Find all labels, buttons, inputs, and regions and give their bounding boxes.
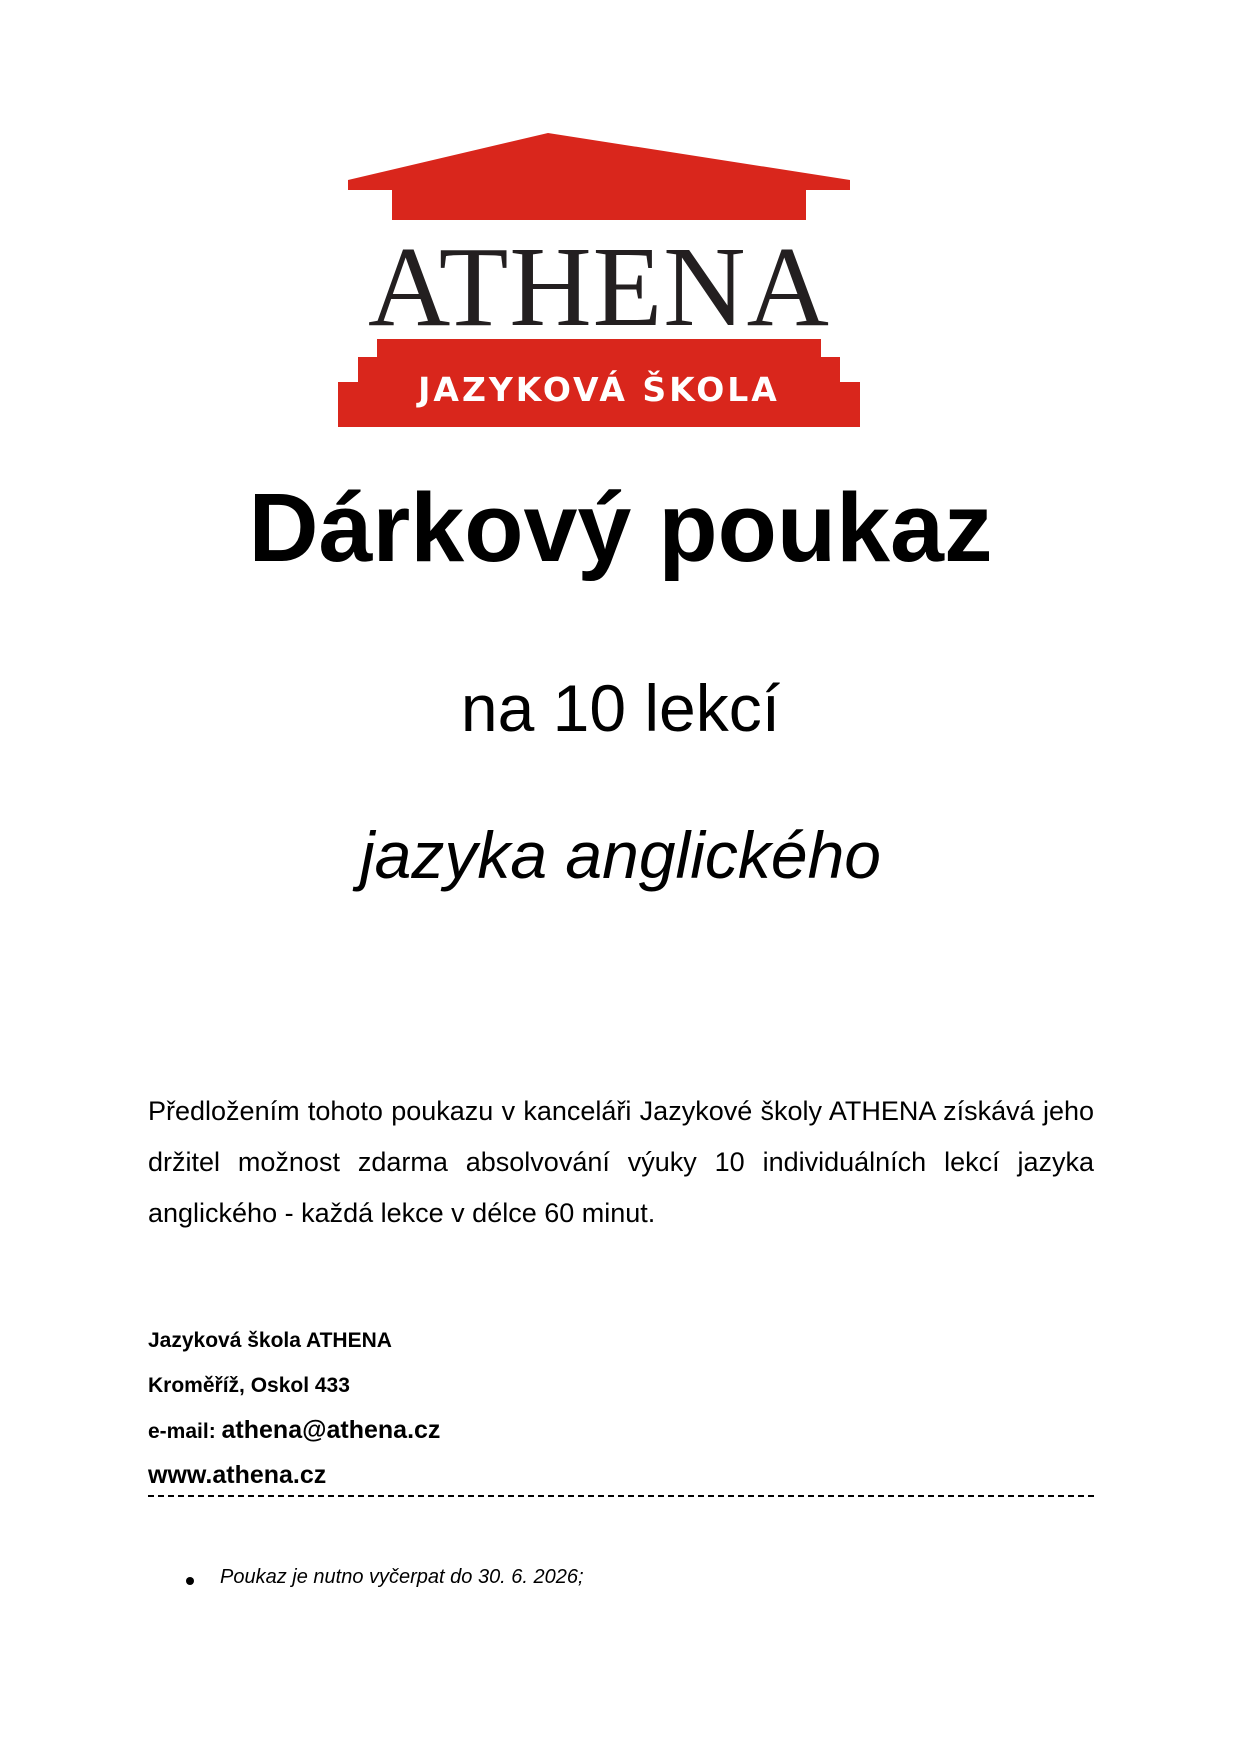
athena-logo — [338, 133, 860, 427]
contact-school: Jazyková škola ATHENA — [148, 1329, 392, 1352]
contact-email-line — [148, 1408, 848, 1453]
voucher-description: Předložením tohoto poukazu v kanceláři Jazykové školy ATHENA získává jeho držitel možnost zdarma absolvování výuky 10 individuálních lekcí jazyka anglického - každá lekce v délce 60 minut. — [148, 1096, 1094, 1228]
expiry-note: Poukaz je nutno vyčerpat do 30. 6. 2026; — [220, 1566, 584, 1588]
voucher-amount: na 10 lekcí — [460, 671, 781, 745]
contact-website-link[interactable]: www.athena.cz — [148, 1461, 327, 1489]
logo-roof — [348, 133, 850, 220]
logo-name: ATHENA — [368, 223, 830, 350]
dashed-separator — [148, 1495, 1094, 1497]
bullet-icon — [186, 1577, 194, 1585]
logo-subtitle: JAZYKOVÁ ŠKOLA — [418, 370, 780, 409]
voucher-language: jazyka anglického — [360, 818, 881, 892]
contact-email-link[interactable]: athena@athena.cz — [221, 1416, 441, 1444]
contact-address: Kroměříž, Oskol 433 — [148, 1374, 350, 1397]
contact-block — [148, 1318, 848, 1498]
contact-email-label: e-mail: — [148, 1420, 216, 1443]
voucher-title: Dárkový poukaz — [248, 473, 993, 582]
